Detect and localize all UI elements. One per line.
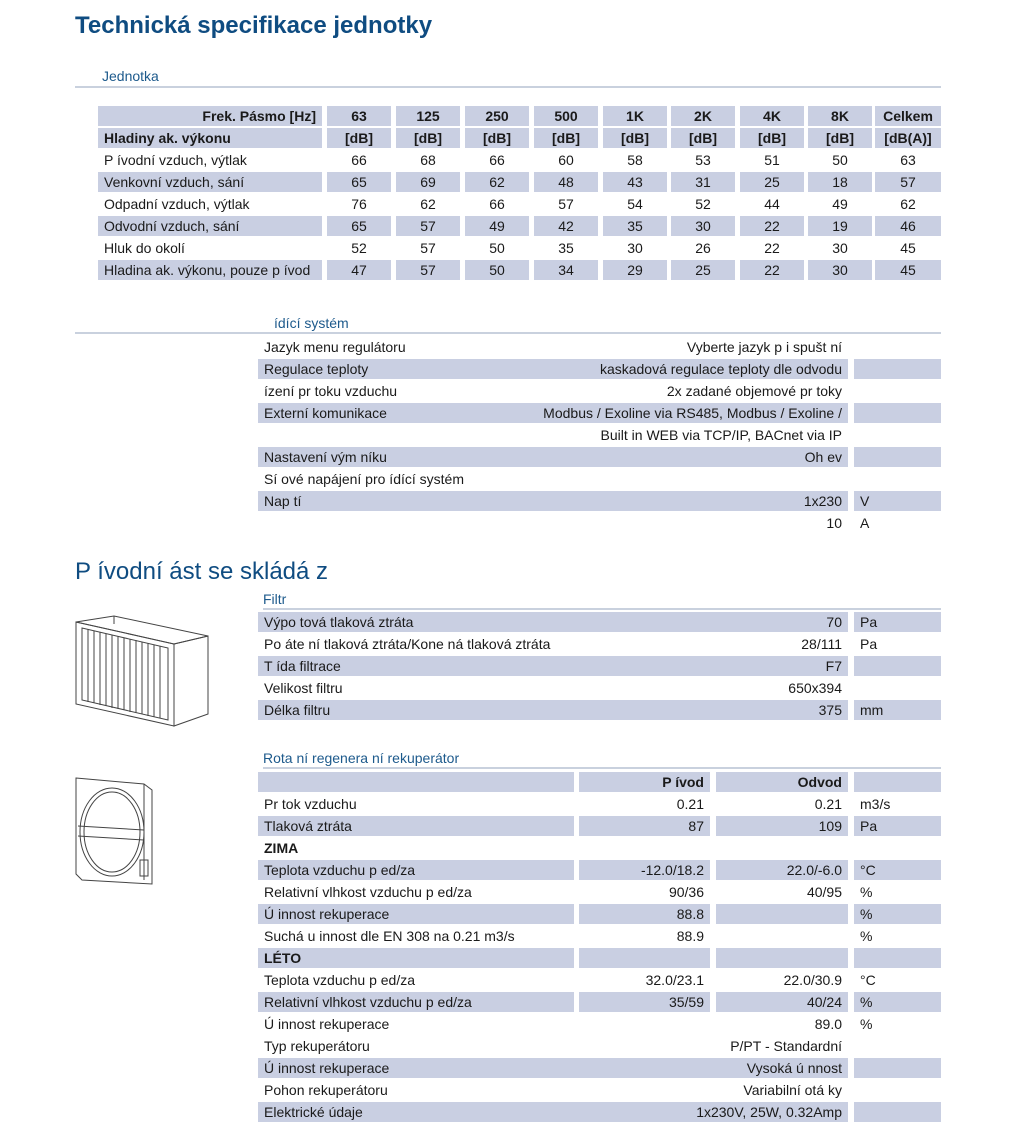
spec-label: T ída filtrace [258,656,848,676]
spec-label: Velikost filtru [264,680,343,696]
control-divider [75,332,941,334]
spec-label: Externí komunikace [258,403,848,423]
table-cell: 30 [671,216,735,236]
table-cell: 76 [351,196,367,212]
table-cell: 47 [327,260,391,280]
table-cell [716,904,848,924]
spec-label: Výpo tová tlaková ztráta [258,612,848,632]
table-cell: 34 [534,260,598,280]
spec-label: Elektrické údaje [258,1102,848,1122]
table-cell: Ú innost rekuperace [258,904,574,924]
table-cell: 22 [740,260,804,280]
table-cell: 0.21 [814,796,842,812]
table-cell: 66 [489,196,505,212]
table-cell: ZIMA [264,840,299,856]
spec-unit [854,656,941,676]
table-cell: 42 [534,216,598,236]
table-cell: 57 [558,196,574,212]
table-header-cell: [dB(A)] [875,128,941,148]
table-header-cell: [dB] [327,128,391,148]
table-cell: 43 [603,172,667,192]
spec-unit: Pa [860,636,878,652]
table-header-cell [854,772,941,792]
table-cell [716,926,848,946]
table-cell: 45 [875,260,941,280]
spec-unit [854,1058,941,1078]
table-header-cell: P ívod [579,772,710,792]
spec-unit [854,337,941,357]
table-cell: 19 [808,216,872,236]
table-cell: 25 [671,260,735,280]
spec-unit [854,381,941,401]
unit-section-label: Jednotka [102,68,159,84]
table-cell: 57 [420,240,436,256]
table-cell: 57 [396,216,460,236]
table-cell: 26 [695,240,711,256]
spec-value [258,469,848,489]
spec-unit [854,403,941,423]
table-cell: % [854,904,941,924]
table-header-cell: [dB] [465,128,529,148]
table-cell [716,948,848,968]
spec-unit [854,425,941,445]
table-cell: Relativní vlhkost vzduchu p ed/za [264,884,472,900]
spec-value: Vysoká ú nnost [746,1060,842,1076]
spec-unit: mm [854,700,941,720]
table-cell: 65 [327,172,391,192]
spec-unit [854,1102,941,1122]
spec-value: P/PT - Standardní [730,1038,842,1054]
spec-label: Nap tí [258,491,848,511]
table-cell: Tlaková ztráta [258,816,574,836]
table-header-cell: [dB] [740,128,804,148]
table-cell: 50 [465,260,529,280]
recuperator-divider [263,767,941,769]
table-cell: 25 [740,172,804,192]
table-header-cell: 125 [396,106,460,126]
table-cell: 62 [465,172,529,192]
table-header-cell: [dB] [396,128,460,148]
spec-label: ízení pr toku vzduchu [264,383,398,399]
table-cell: 40/24 [716,992,848,1012]
table-cell: P ívodní vzduch, výtlak [104,152,247,168]
spec-value: 28/111 [801,636,842,652]
table-header-cell: [dB] [808,128,872,148]
spec-label: Ú innost rekuperace [258,1058,848,1078]
spec-value: Modbus / Exoline via RS485, Modbus / Exoline / [543,405,842,421]
table-cell: 45 [900,240,916,256]
table-cell: 22.0/-6.0 [716,860,848,880]
table-header-cell: 1K [603,106,667,126]
spec-label: Nastavení vým níku [258,447,848,467]
spec-value: 10 [826,515,842,531]
table-cell: Ú innost rekuperace [264,1016,390,1032]
table-header-cell: 500 [534,106,598,126]
table-cell: 62 [420,196,436,212]
table-cell [579,838,710,858]
spec-value: Variabilní otá ky [743,1082,842,1098]
table-cell: Teplota vzduchu p ed/za [258,860,574,880]
table-cell: % [854,992,941,1012]
table-cell: 65 [327,216,391,236]
spec-value: kaskadová regulace teploty dle odvodu [599,361,842,377]
table-header-cell: Celkem [875,106,941,126]
table-cell: 0.21 [676,796,704,812]
recuperator-section-label: Rota ní regenera ní rekuperátor [263,750,460,766]
table-cell: 57 [396,260,460,280]
spec-value: 2x zadané objemové pr toky [666,383,842,399]
table-cell: 89.0 [814,1016,842,1032]
spec-value: Vyberte jazyk p i spušt ní [686,339,842,355]
table-cell: Hluk do okolí [104,240,185,256]
table-cell: 50 [489,240,505,256]
table-header-cell: 63 [327,106,391,126]
filter-section-label: Filtr [263,591,287,607]
table-cell: Venkovní vzduch, sání [98,172,322,192]
spec-value: Oh ev [804,449,842,465]
table-cell: 69 [396,172,460,192]
table-cell: 48 [534,172,598,192]
table-cell: Hladina ak. výkonu, pouze p ívod [98,260,322,280]
table-header-cell: Frek. Pásmo [Hz] [98,106,322,126]
table-cell: 54 [627,196,643,212]
table-cell [854,948,941,968]
table-cell [716,838,848,858]
spec-value: 1x230 [803,493,842,509]
table-cell: 66 [351,152,367,168]
spec-value: 1x230V, 25W, 0.32Amp [696,1104,842,1120]
table-cell [579,948,710,968]
table-cell: 35 [558,240,574,256]
spec-value: 650x394 [788,680,842,696]
table-header-cell [258,772,574,792]
table-cell: Teplota vzduchu p ed/za [264,972,415,988]
control-section-label: ídící systém [274,315,349,331]
table-cell: % [860,884,873,900]
spec-unit [854,1080,941,1100]
spec-label: Regulace teploty [258,359,848,379]
table-cell: 18 [808,172,872,192]
table-cell: 109 [716,816,848,836]
table-cell [854,838,941,858]
table-cell: 44 [764,196,780,212]
table-cell: 22 [740,216,804,236]
table-header-cell: 250 [465,106,529,126]
table-cell: 68 [420,152,436,168]
table-header-cell: [dB] [671,128,735,148]
table-cell: 46 [875,216,941,236]
spec-unit: V [854,491,941,511]
spec-unit [854,447,941,467]
table-cell: Suchá u innost dle EN 308 na 0.21 m3/s [264,928,515,944]
spec-value: 70 [826,614,842,630]
table-cell: 49 [832,196,848,212]
table-cell: 87 [579,816,710,836]
table-cell: Odpadní vzduch, výtlak [104,196,250,212]
table-cell: % [860,928,873,944]
table-cell: 52 [351,240,367,256]
table-cell: m3/s [860,796,891,812]
filter-divider [263,608,941,610]
page-title: Technická specifikace jednotky [75,12,433,39]
table-cell [579,1014,710,1034]
table-cell: -12.0/18.2 [579,860,710,880]
spec-label: Délka filtru [258,700,848,720]
table-cell: 29 [603,260,667,280]
spec-unit [854,1036,941,1056]
table-cell: °C [854,860,941,880]
spec-unit: A [860,515,870,531]
table-cell: Pa [854,816,941,836]
table-cell: 88.8 [579,904,710,924]
table-cell: 63 [900,152,916,168]
table-cell: 30 [832,240,848,256]
table-cell: 35 [603,216,667,236]
table-cell: 35/59 [579,992,710,1012]
spec-value: 375 [818,702,842,718]
spec-unit [854,469,941,489]
table-cell: 30 [627,240,643,256]
spec-value: F7 [825,658,842,674]
table-cell: 53 [695,152,711,168]
table-header-cell: [dB] [534,128,598,148]
table-cell: 40/95 [806,884,842,900]
table-header-cell: 4K [740,106,804,126]
table-cell: 60 [558,152,574,168]
table-cell: 58 [627,152,643,168]
table-cell: 62 [900,196,916,212]
table-cell: LÉTO [258,948,574,968]
spec-label: Pohon rekuperátoru [264,1082,388,1098]
table-cell: 49 [465,216,529,236]
spec-unit [854,359,941,379]
table-header-cell: Hladiny ak. výkonu [98,128,322,148]
table-cell: °C [860,972,876,988]
spec-label: Sí ové napájení pro ídící systém [264,471,464,487]
table-header-cell: [dB] [603,128,667,148]
table-cell: 30 [808,260,872,280]
supply-heading: P ívodní ást se skládá z [75,558,329,585]
spec-unit [854,678,941,698]
table-header-cell: 2K [671,106,735,126]
table-cell: 90/36 [668,884,704,900]
spec-unit: Pa [854,612,941,632]
filter-illustration-icon [74,614,210,729]
table-cell: 50 [832,152,848,168]
table-cell: Odvodní vzduch, sání [98,216,322,236]
table-cell: 57 [875,172,941,192]
table-cell: % [860,1016,873,1032]
rotary-recuperator-illustration-icon [74,776,154,886]
spec-label: Po áte ní tlaková ztráta/Kone ná tlaková ztráta [264,636,551,652]
table-cell: 22 [764,240,780,256]
table-cell: Relativní vlhkost vzduchu p ed/za [258,992,574,1012]
table-header-cell: Odvod [716,772,848,792]
spec-value: Built in WEB via TCP/IP, BACnet via IP [600,427,842,443]
table-cell: 88.9 [676,928,704,944]
unit-divider [75,86,941,88]
table-cell: 32.0/23.1 [645,972,704,988]
table-cell: 66 [489,152,505,168]
table-cell: 31 [671,172,735,192]
table-header-cell: 8K [808,106,872,126]
spec-label: Jazyk menu regulátoru [264,339,406,355]
table-cell: Pr tok vzduchu [264,796,357,812]
spec-label: Typ rekuperátoru [264,1038,370,1054]
table-cell: 22.0/30.9 [783,972,842,988]
table-cell: 51 [764,152,780,168]
table-cell: 52 [695,196,711,212]
